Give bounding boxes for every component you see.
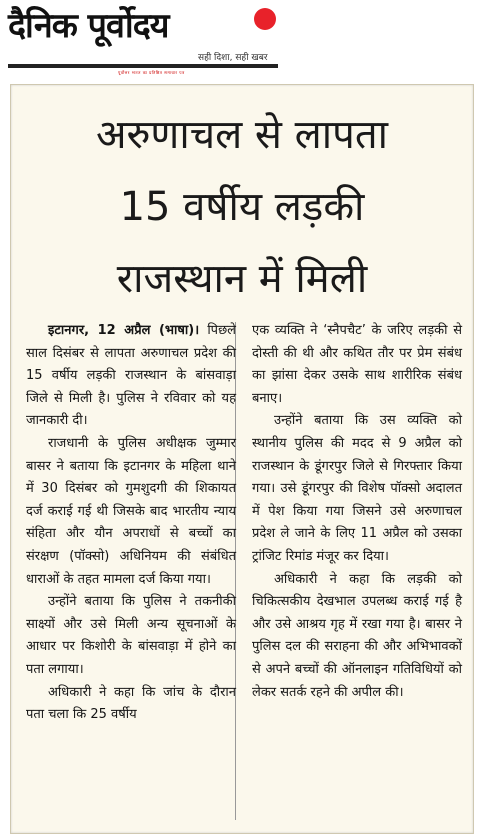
headline-line-2: 15 वर्षीय लड़की	[119, 184, 365, 230]
headline	[11, 99, 473, 315]
paragraph: इटानगर, 12 अप्रैल (भाषा)। पिछले साल दिसंबर से लापता अरुणाचल प्रदेश की 15 वर्षीय लड़की राजस्थान के बांसवाड़ा जिले से मिली है। पुलिस ने रविवार को यह जानकारी दी।	[26, 323, 236, 429]
dateline: इटानगर, 12 अप्रैल (भाषा)।	[48, 323, 200, 338]
paragraph: अधिकारी ने कहा कि लड़की को चिकित्सकीय देखभाल उपलब्ध कराई गई है और उसे आश्रय गृह में रखा गया है। बासर ने पुलिस दल की सराहना की और अभिभावकों से अपने बच्चों की ऑनलाइन गतिविधियों को लेकर सतर्क रहने की अपील की।	[252, 571, 462, 700]
left-column	[26, 320, 236, 727]
masthead-subline: पूर्वोत्तर भारत का प्रतिष्ठित समाचार पत्र	[118, 70, 185, 75]
paragraph: उन्होंने बताया कि पुलिस ने तकनीकी साक्ष्यों और उसे मिली अन्य सूचनाओं के आधार पर किशोरी के बांसवाड़ा में होने का पता लगाया।	[26, 594, 236, 677]
right-column	[252, 320, 462, 704]
paragraph: राजधानी के पुलिस अधीक्षक जुम्मार बासर ने बताया कि इटानगर के महिला थाने में 30 दिसंबर को गुमशुदगी की शिकायत दर्ज कराई गई थी जिसके बाद भारतीय न्याय संहिता और यौन अपराधों से बच्चों का संरक्षण (पॉक्सो) अधिनियम की संबंधित धाराओं के तहत मामला दर्ज किया गया।	[26, 435, 236, 587]
paragraph: एक व्यक्ति ने ‘स्नैपचैट’ के जरिए लड़की से दोस्ती की थी और कथित तौर पर प्रेम संबंध का झांसा देकर उसके साथ शारीरिक संबंध बनाए।	[252, 323, 462, 406]
headline-line-3: राजस्थान में मिली	[116, 256, 368, 302]
masthead-rule	[8, 64, 278, 68]
masthead	[0, 0, 480, 78]
paragraph: उन्होंने बताया कि उस व्यक्ति को स्थानीय पुलिस की मदद से 9 अप्रैल को राजस्थान के डूंगरपुर जिले से गिरफ्तार किया गया। उसे डूंगरपुर की विशेष पॉक्सो अदालत में पेश किया गया जिसने उसे अरुणाचल प्रदेश ले जाने के लिए 11 अप्रैल को उसका ट्रांजिट रिमांड मंजूर कर दिया।	[252, 413, 462, 564]
newspaper-logo: दैनिक पूर्वोदय	[8, 6, 169, 46]
logo-emblem-icon	[254, 8, 276, 30]
paragraph: अधिकारी ने कहा कि जांच के दौरान पता चला कि 25 वर्षीय	[26, 684, 236, 723]
headline-line-1: अरुणाचल से लापता	[95, 112, 389, 158]
masthead-tagline: सही दिशा, सही खबर	[198, 53, 268, 63]
